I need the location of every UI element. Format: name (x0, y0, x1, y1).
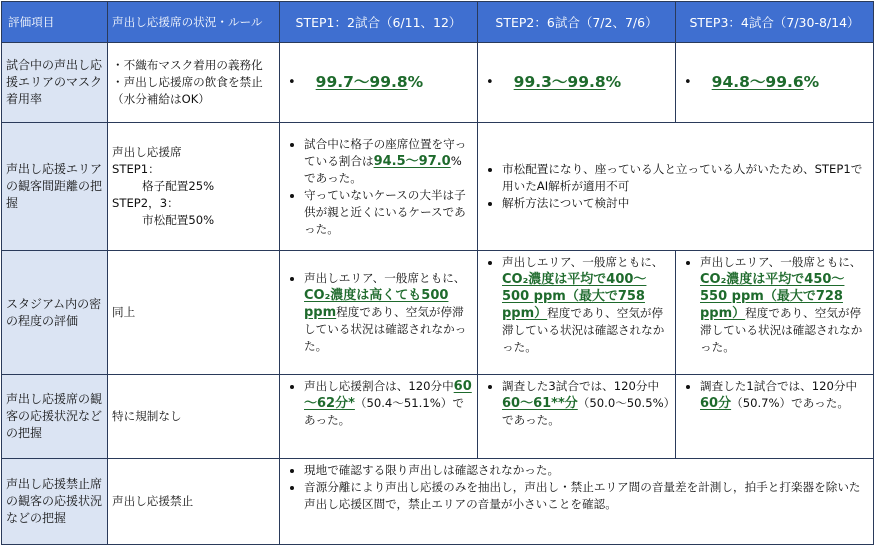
rule-line: ・不織布マスク着用の義務化 (112, 58, 263, 72)
step2-density-cell (478, 251, 676, 375)
step1-mask-cell (280, 43, 478, 123)
mask-rate-value: 99.3～99.8 (513, 73, 606, 91)
rule-title: 声出し応援席 (112, 145, 182, 159)
distance-rate-value: 94.5～97.0 (373, 153, 451, 169)
header-step1: STEP1：2試合（6/11、12） (280, 2, 478, 43)
step1-density-cell (280, 251, 478, 375)
rule-line: ・声出し応援席の飲食を禁止（水分補給はOK） (112, 75, 263, 106)
list-item: • 調査した1試合では、120分中60分（50.7%）であった。 (700, 378, 869, 412)
step1-distance-cell (280, 123, 478, 251)
percent-sign: % (407, 73, 424, 91)
cheer-minutes-value: 60～61**分 (502, 396, 578, 411)
table-row (2, 459, 874, 545)
evaluation-table (1, 1, 874, 545)
co2-value: CO₂濃度は平均で450～550 ppm（最大で728 ppm） (700, 272, 845, 321)
row-rule-mask (108, 43, 280, 123)
step3-mask-cell (676, 43, 874, 123)
header-step2: STEP2：6試合（7/2、7/6） (478, 2, 676, 43)
rule-step23: STEP2，3： (112, 196, 179, 210)
rule-step1-value: 格子配置25% (142, 179, 215, 193)
list-item: • 声出し応援割合は、120分中60～62分*（50.4～51.1%）であった。 (304, 378, 473, 429)
table-row (2, 43, 874, 123)
step3-cheering-cell (676, 375, 874, 459)
list-item: • 守っていないケースの大半は子供が親と近くにいるケースであった。 (304, 187, 473, 238)
row-item-distance: 声出し応援エリアの観客間距離の把握 (2, 123, 108, 251)
list-item: • 調査した3試合では、120分中60～61**分（50.0～50.5%）であった。 (502, 378, 671, 429)
row-rule-prohibited: 声出し応援禁止 (108, 459, 280, 545)
table-row (2, 123, 874, 251)
row-item-prohibited: 声出し応援禁止席の観客の応援状況などの把握 (2, 459, 108, 545)
mask-rate-value: 94.8～99.6 (711, 73, 804, 91)
prohibited-findings-cell (280, 459, 874, 545)
step1-cheering-cell (280, 375, 478, 459)
cheer-minutes-value: 60分 (700, 396, 732, 411)
rule-step23-value: 市松配置50% (142, 213, 215, 227)
percent-sign: % (803, 73, 820, 91)
list-item: • 試合中に格子の座席位置を守っている割合は94.5～97.0%であった。 (304, 136, 473, 187)
cheer-minutes-value: 60～62分* (304, 379, 472, 411)
row-rule-density: 同上 (108, 251, 280, 375)
list-item: • 音源分離により声出し応援のみを抽出し，声出し・禁止エリア間の音量差を計測し，拍手と打楽器を除いた声出し応援区間で，禁止エリアの音量が小さいことを確認。 (304, 479, 869, 513)
step2-mask-cell (478, 43, 676, 123)
co2-value: CO₂濃度は高くても500 ppm (304, 288, 449, 320)
list-item: • 声出しエリア、一般席ともに、CO₂濃度は平均で450～550 ppm（最大で728 ppm）程度であり、空気が停滞している状況は確認されなかった。 (700, 254, 869, 356)
table-row (2, 375, 874, 459)
list-item: • 現地で確認する限り声出しは確認されなかった。 (304, 462, 869, 479)
bullet-icon: • (288, 75, 296, 90)
list-item: • 声出しエリア、一般席ともに、CO₂濃度は平均で400～500 ppm（最大で758 ppm）程度であり、空気が停滞している状況は確認されなかった。 (502, 254, 671, 356)
rule-step1: STEP1： (112, 162, 160, 176)
header-row (2, 2, 874, 43)
list-item: • 声出しエリア、一般席ともに、CO₂濃度は高くても500 ppm程度であり、空気が停滞している状況は確認されなかった。 (304, 270, 473, 355)
row-item-mask: 試合中の声出し応援エリアのマスク着用率 (2, 43, 108, 123)
header-step3: STEP3：4試合（7/30-8/14） (676, 2, 874, 43)
percent-sign: % (605, 73, 622, 91)
bullet-icon: • (486, 75, 494, 90)
step3-density-cell (676, 251, 874, 375)
row-item-density: スタジアム内の密の程度の評価 (2, 251, 108, 375)
list-item: • 市松配置になり、座っている人と立っている人がいたため、STEP1で用いたAI解析が適用不可 (502, 161, 869, 195)
row-rule-distance (108, 123, 280, 251)
header-rule: 声出し応援席の状況・ルール (108, 2, 280, 43)
bullet-icon: • (684, 75, 692, 90)
list-item: • 解析方法について検討中 (502, 195, 869, 212)
step23-distance-cell (478, 123, 874, 251)
row-rule-cheering: 特に規制なし (108, 375, 280, 459)
header-item: 評価項目 (2, 2, 108, 43)
row-item-cheering: 声出し応援席の観客の応援状況などの把握 (2, 375, 108, 459)
mask-rate-value: 99.7～99.8 (315, 73, 408, 91)
step2-cheering-cell (478, 375, 676, 459)
table-row (2, 251, 874, 375)
co2-value: CO₂濃度は平均で400～500 ppm（最大で758 ppm） (502, 272, 647, 321)
